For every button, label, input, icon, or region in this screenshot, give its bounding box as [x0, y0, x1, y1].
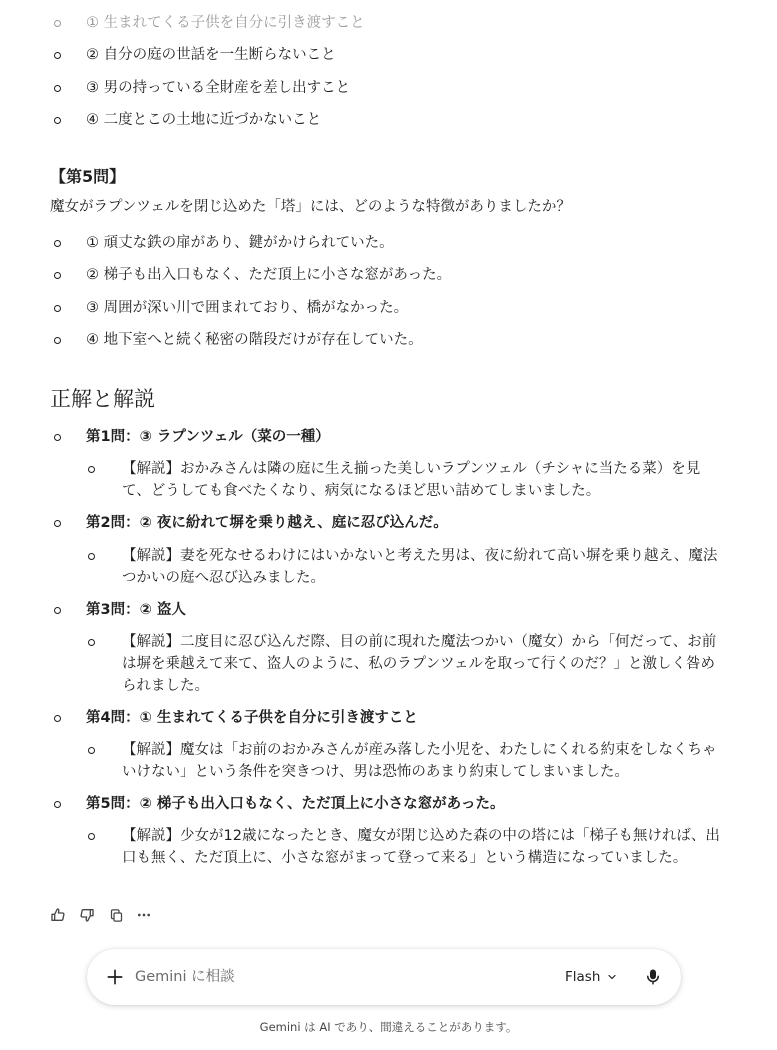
bullet-icon [54, 117, 61, 124]
thumbs-up-icon[interactable] [48, 905, 68, 925]
sub-bullet-icon [88, 553, 95, 560]
plus-icon [105, 967, 125, 987]
microphone-icon [644, 968, 662, 986]
bullet-icon [54, 434, 61, 441]
prompt-composer [87, 949, 681, 1005]
more-icon[interactable] [134, 905, 154, 925]
option-text: ① 生まれてくる子供を自分に引き渡すこと [86, 15, 365, 31]
bullet-icon [54, 607, 61, 614]
sub-bullet-icon [88, 639, 95, 646]
answer-title: 第3問：② 盗人 [86, 602, 186, 618]
bullet-icon [54, 337, 61, 344]
option-text: ③ 男の持っている全財産を差し出すこと [86, 80, 351, 96]
microphone-button[interactable] [641, 965, 665, 989]
add-attachment-button[interactable] [103, 965, 127, 989]
sub-bullet-icon [88, 466, 95, 473]
option-text: ② 梯子も出入口もなく、ただ頂上に小さな窓があった。 [86, 267, 452, 283]
question-label: 【第5問】 [50, 167, 126, 186]
answer-explanation: 【解説】魔女は「お前のおかみさんが産み落した小児を、わたしにくれる約束をしなくちゃいけない」という条件を突きつけ、男は恐怖のあまり約束してしまいました。 [122, 742, 717, 780]
bullet-icon [54, 52, 61, 59]
answer-explanation: 【解説】少女が12歳になったとき、魔女が閉じ込めた森の中の塔には「梯子も無ければ、出口も無く、ただ頂上に、小さな窓がまって登って来る」という構造になっていました。 [122, 828, 720, 866]
bullet-icon [54, 305, 61, 312]
thumbs-down-icon[interactable] [77, 905, 97, 925]
sub-bullet-icon [88, 747, 95, 754]
answer-explanation: 【解説】妻を死なせるわけにはいかないと考えた男は、夜に紛れて高い塀を乗り越え、魔法つかいの庭へ忍び込みました。 [122, 548, 718, 586]
prompt-input[interactable] [135, 965, 435, 989]
option-text: ④ 地下室へと続く秘密の階段だけが存在していた。 [86, 332, 423, 348]
answer-title: 第4問：① 生まれてくる子供を自分に引き渡すこと [86, 710, 418, 726]
option-text: ④ 二度とこの土地に近づかないこと [86, 112, 322, 128]
sub-bullet-icon [88, 833, 95, 840]
question-text: 魔女がラプンツェルを閉じ込めた「塔」には、どのような特徴がありましたか？ [50, 199, 571, 215]
option-text: ① 頑丈な鉄の扉があり、鍵がかけられていた。 [86, 235, 394, 251]
model-label: Flash [565, 969, 601, 985]
option-text: ② 自分の庭の世話を一生断らないこと [86, 47, 336, 63]
bullet-icon [54, 272, 61, 279]
bullet-icon [54, 240, 61, 247]
bullet-icon [54, 715, 61, 722]
answer-title: 第5問：② 梯子も出入口もなく、ただ頂上に小さな窓があった。 [86, 796, 505, 812]
answer-explanation: 【解説】二度目に忍び込んだ際、目の前に現れた魔法つかい（魔女）から「何だって、お前は塀を乗越えて来て、盗人のように、私のラプンツェルを取って行くのだ？」と激しく咎められました。 [122, 634, 717, 694]
bullet-icon [54, 801, 61, 808]
answers-heading: 正解と解説 [50, 387, 155, 411]
bullet-icon [54, 520, 61, 527]
answer-title: 第2問：② 夜に紛れて塀を乗り越え、庭に忍び込んだ。 [86, 515, 448, 531]
copy-icon[interactable] [106, 905, 126, 925]
option-text: ③ 周囲が深い川で囲まれており、橋がなかった。 [86, 300, 409, 316]
bullet-icon [54, 20, 61, 27]
disclaimer-text: Gemini は AI であり、間違えることがあります。 [259, 1020, 518, 1034]
model-selector[interactable] [565, 967, 618, 987]
chevron-down-icon [606, 971, 618, 983]
answer-title: 第1問：③ ラプンツェル（菜の一種） [86, 429, 330, 445]
bullet-icon [54, 85, 61, 92]
answer-explanation: 【解説】おかみさんは隣の庭に生え揃った美しいラプンツェル（チシャに当たる菜）を見て、どうしても食べたくなり、病気になるほど思い詰めてしまいました。 [122, 461, 701, 499]
